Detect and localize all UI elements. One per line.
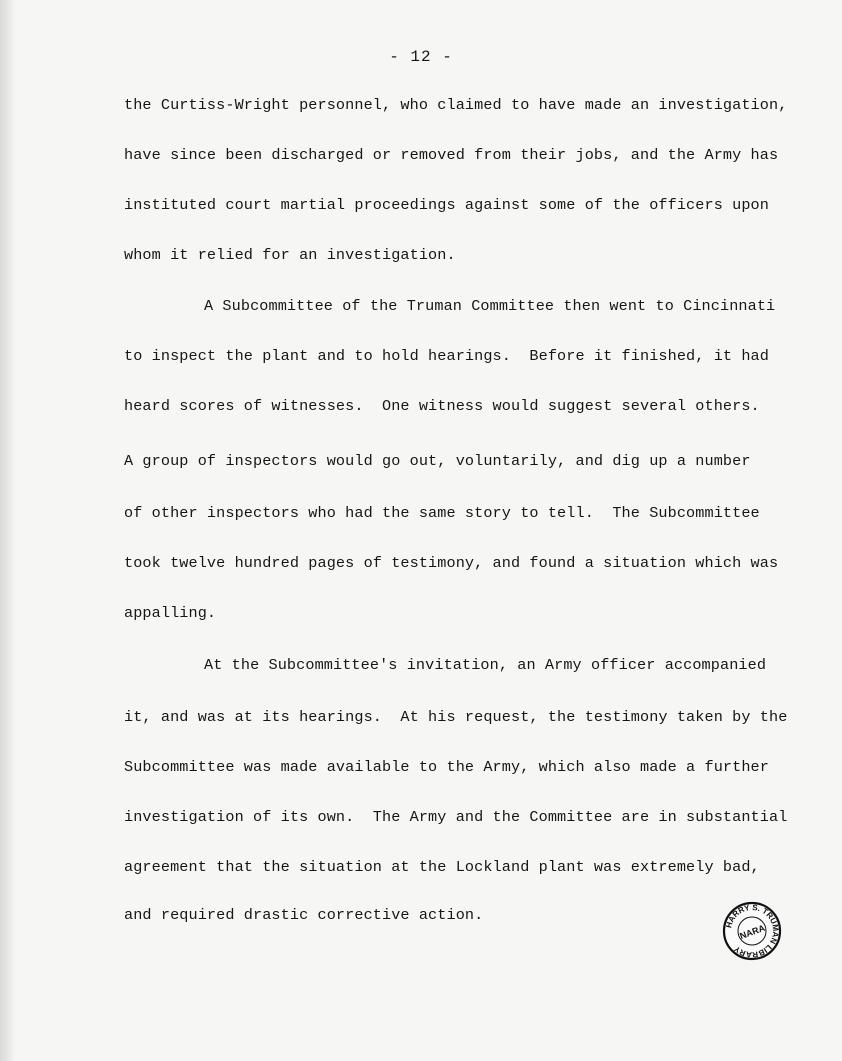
text-line: to inspect the plant and to hold hearings. Before it finished, it had bbox=[124, 347, 769, 365]
text-line: have since been discharged or removed from their jobs, and the Army has bbox=[124, 146, 779, 164]
stamp-center-text: NARA bbox=[738, 922, 767, 942]
text-line: instituted court martial proceedings against some of the officers upon bbox=[124, 196, 769, 214]
text-line: whom it relied for an investigation. bbox=[124, 246, 456, 264]
text-line: took twelve hundred pages of testimony, and found a situation which was bbox=[124, 554, 779, 572]
text-line: Subcommittee was made available to the Army, which also made a further bbox=[124, 758, 769, 776]
text-line: of other inspectors who had the same story to tell. The Subcommittee bbox=[124, 504, 760, 522]
text-line: appalling. bbox=[124, 604, 217, 622]
paragraph-start-line: A Subcommittee of the Truman Committee then went to Cincinnati bbox=[204, 297, 776, 315]
page-number: - 12 - bbox=[389, 48, 453, 66]
text-line: heard scores of witnesses. One witness would suggest several others. bbox=[124, 397, 760, 415]
paragraph-start-line: At the Subcommittee's invitation, an Army officer accompanied bbox=[204, 656, 767, 674]
text-line: investigation of its own. The Army and the Committee are in substantial bbox=[124, 808, 788, 826]
truman-library-stamp bbox=[722, 901, 782, 961]
text-line: agreement that the situation at the Lockland plant was extremely bad, bbox=[124, 858, 760, 876]
text-line: and required drastic corrective action. bbox=[124, 906, 484, 924]
text-line: it, and was at its hearings. At his request, the testimony taken by the bbox=[124, 708, 788, 726]
stamp-ring-text: HARRY S. TRUMAN LIBRARY bbox=[724, 902, 781, 960]
page-edge-shadow bbox=[0, 0, 16, 1061]
text-line: A group of inspectors would go out, voluntarily, and dig up a number bbox=[124, 452, 751, 470]
text-line: the Curtiss-Wright personnel, who claimed to have made an investigation, bbox=[124, 96, 788, 114]
